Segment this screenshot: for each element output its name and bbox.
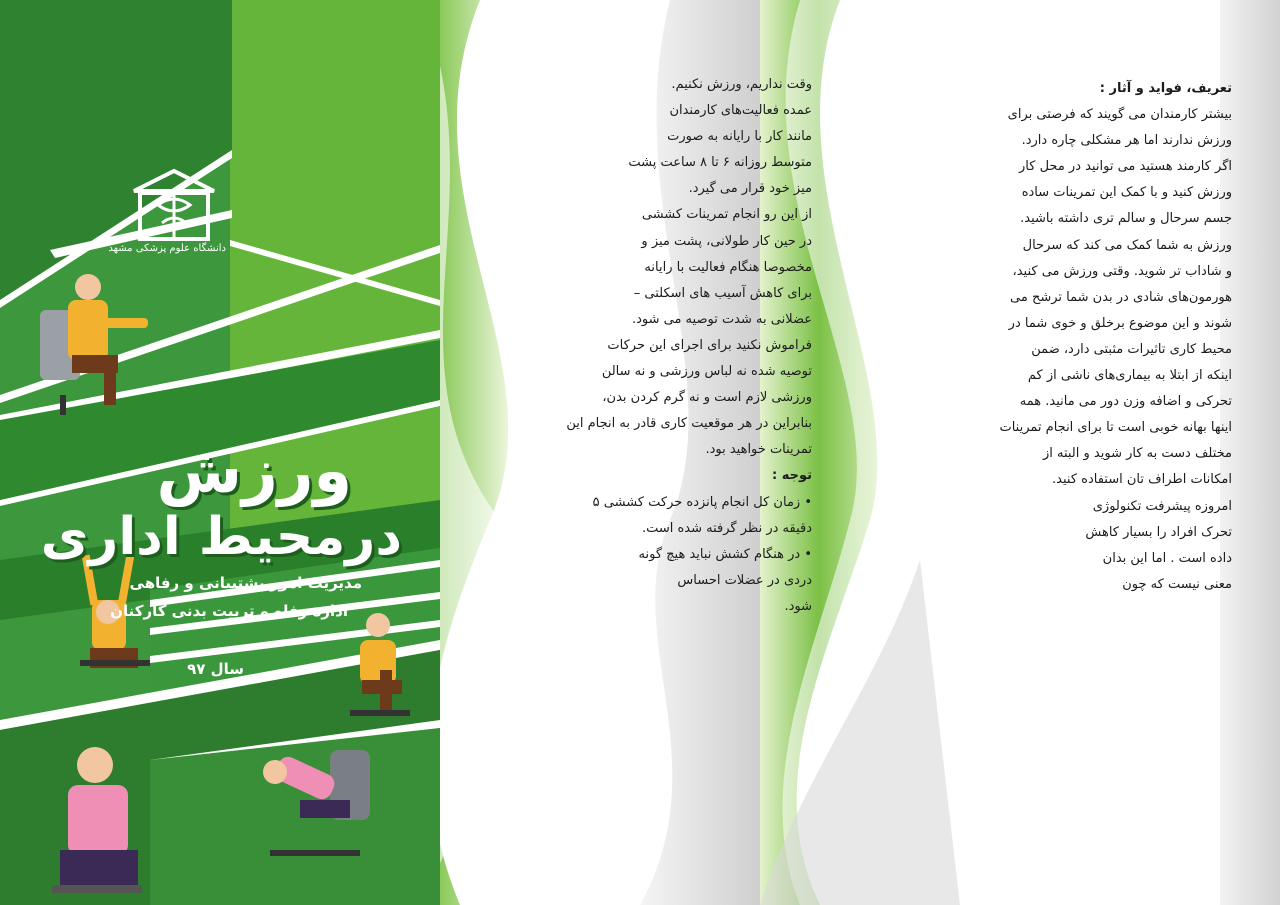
right-line: تحرک افراد را بسیار کاهش xyxy=(1085,524,1232,540)
banner-year: سال ۹۷ xyxy=(187,660,244,678)
mid-line: بنابراین در هر موقعیت کاری قادر به انجام این xyxy=(566,416,812,432)
mid-line: برای کاهش آسیب های اسکلتی – xyxy=(633,285,812,301)
right-line: جسم سرحال و سالم تری داشته باشید. xyxy=(1020,211,1232,227)
right-line: امروزه پیشرفت تکنولوژی xyxy=(1092,498,1232,514)
banner-department: اداره رفاه و تربیت بدنی کارکنان xyxy=(110,602,348,620)
right-line: تحرکی و اضافه وزن دور می مانید. همه xyxy=(1019,394,1232,410)
cover-panel xyxy=(0,0,440,905)
mid-line: تمرینات خواهید بود. xyxy=(705,442,812,458)
university-logo xyxy=(108,165,226,275)
right-text-column xyxy=(920,76,1232,598)
cover-title-line1: ورزش xyxy=(156,434,352,507)
right-line: اینکه از ابتلا به بیماری‌های ناشی از کم xyxy=(1027,368,1232,384)
mid-line: از این رو انجام تمرینات کششی xyxy=(641,207,812,223)
right-line: اینها بهانه خوبی است تا برای انجام تمرینات xyxy=(999,420,1232,436)
mid-line: مانند کار با رایانه به صورت xyxy=(667,129,812,145)
right-line: شوند و این موضوع برخلق و خوی شما در xyxy=(1008,315,1232,331)
mid-line: عمده فعالیت‌های کارمندان xyxy=(669,103,812,119)
middle-text-column xyxy=(476,72,812,620)
right-line: ورزش ندارند اما هر مشکلی چاره دارد. xyxy=(1021,133,1232,149)
mid-line: در حین کار طولانی، پشت میز و xyxy=(641,233,812,249)
cover-title xyxy=(22,436,402,568)
right-line: مختلف دست به کار شوید و البته از xyxy=(1042,446,1232,462)
note-line: • در هنگام کشش نباید هیچ گونه xyxy=(638,546,812,562)
section-heading: تعریف، فواید و آثار : xyxy=(1099,81,1232,96)
note-line: شود. xyxy=(784,598,812,614)
note-line: دردی در عضلات احساس xyxy=(677,572,812,588)
mid-line: توصیه شده نه لباس ورزشی و نه سالن xyxy=(601,364,812,380)
right-line: اگر کارمند هستید می توانید در محل کار xyxy=(1019,159,1232,175)
mid-line: متوسط روزانه ۶ تا ۸ ساعت پشت xyxy=(628,155,812,171)
right-line: معنی نیست که چون xyxy=(1122,576,1232,592)
right-line: و شاداب تر شوید. وقتی ورزش می کنید، xyxy=(1012,263,1232,279)
university-seal-icon xyxy=(128,165,220,245)
mid-line: میز خود قرار می گیرد. xyxy=(688,181,812,197)
mid-line: وقت نداریم، ورزش نکنیم. xyxy=(671,77,812,92)
right-line: بیشتر کارمندان می گویند که فرصتی برای xyxy=(1007,107,1232,123)
mid-line: ورزشی لازم است و نه گرم کردن بدن، xyxy=(602,390,812,406)
right-line: هورمون‌های شادی در بدن شما ترشح می xyxy=(1010,289,1232,305)
note-line: • زمان کل انجام پانزده حرکت کششی ۵ xyxy=(592,494,812,510)
right-line: ورزش کنید و با کمک این تمرینات ساده xyxy=(1021,185,1232,201)
right-line: امکانات اطراف تان استفاده کنید. xyxy=(1052,472,1232,488)
logo-caption: دانشگاه علوم پزشکی مشهد xyxy=(108,243,226,254)
right-line: محیط کاری تاثیرات مثبتی دارد، ضمن xyxy=(1031,341,1232,357)
mid-line: عضلانی به شدت توصیه می شود. xyxy=(631,311,812,327)
cover-title-line2: درمحیط اداری xyxy=(40,507,402,567)
note-line: دقیقه در نظر گرفته شده است. xyxy=(641,520,812,536)
right-line: ورزش به شما کمک می کند که سرحال xyxy=(1022,237,1232,253)
banner-management: مدیریت امور پشتیبانی و رفاهی xyxy=(129,574,362,592)
note-title: توجه : xyxy=(771,468,812,484)
right-line: داده است . اما این بدان xyxy=(1102,550,1232,566)
mid-line: فراموش نکنید برای اجرای این حرکات xyxy=(607,337,812,353)
mid-line: مخصوصا هنگام فعالیت با رایانه xyxy=(644,259,812,275)
